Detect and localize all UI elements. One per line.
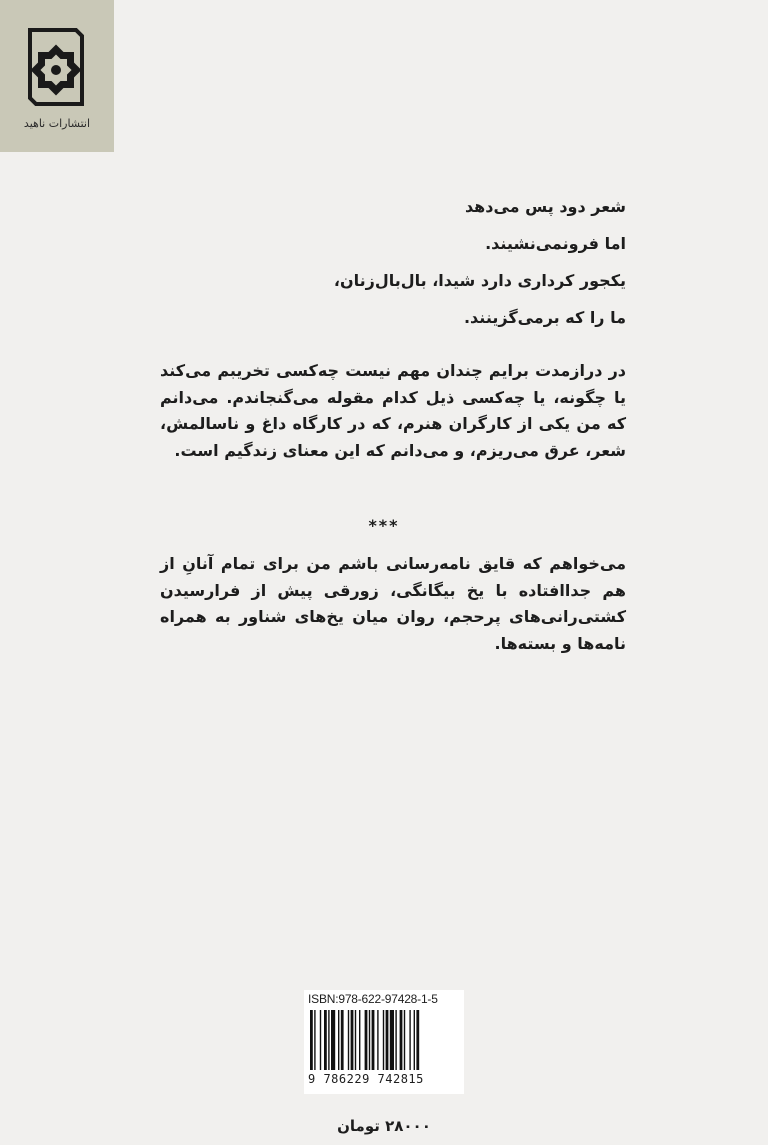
poem-line: شعر دود پس می‌دهد xyxy=(464,197,626,216)
poem-line: ما را که برمی‌گزینند. xyxy=(463,308,626,327)
publisher-logo-box xyxy=(0,0,114,152)
poem-block xyxy=(206,188,626,336)
barcode-digits: 9 786229 742815 xyxy=(308,1072,424,1086)
section-separator: *** xyxy=(368,516,400,535)
poem-line: اما فرونمی‌نشیند. xyxy=(485,234,626,253)
isbn-label: ISBN:978-622-97428-1-5 xyxy=(308,992,438,1006)
price-label: ۲۸۰۰۰ تومان xyxy=(337,1117,431,1135)
paragraph-2: می‌خواهم که قایق نامه‌رسانی باشم من برای تمام آنانِ از هم جداافتاده با یخ بیگانگی، زورقی پیش از فرارسیدن کشتی‌رانی‌های پرحجم، روان میان یخ‌های شناور به همراه نامه‌ها و بسته‌ها. xyxy=(160,554,626,653)
publisher-name: انتشارات ناهید xyxy=(23,117,91,130)
poem-line: یکجور کرداری دارد شیدا، بال‌بال‌زنان، xyxy=(333,271,626,290)
paragraph-1: در درازمدت برایم چندان مهم نیست چه‌کسی تخریبم می‌کند یا چگونه، یا چه‌کسی ذیل کدام مقوله می‌گنجاندم. می‌دانم که من یکی از کارگران هنرم، که در کارگاه داغ و ناسالمش، شعر، عرق می‌ریزم، و می‌دانم که این معنای زندگیم است. xyxy=(160,361,626,460)
publisher-star-logo-icon xyxy=(10,24,104,112)
isbn-barcode-block xyxy=(304,990,464,1094)
barcode-icon xyxy=(308,1010,460,1072)
